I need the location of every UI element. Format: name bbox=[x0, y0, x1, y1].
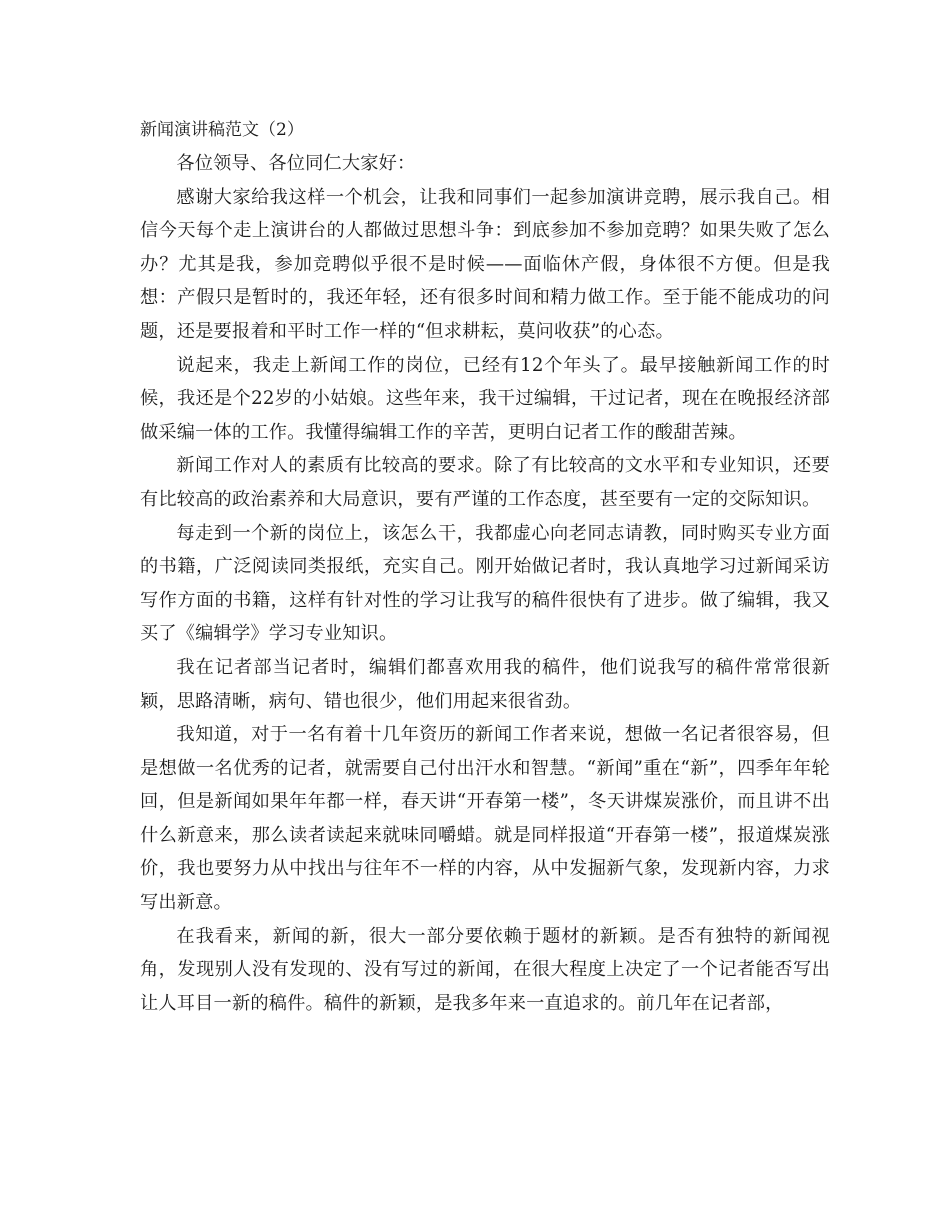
paragraph-topic-novelty: 在我看来，新闻的新，很大一部分要依赖于题材的新颖。是否有独特的新闻视角，发现别人没有发现的、没有写过的新闻，在很大程度上决定了一个记者能否写出让人耳目一新的稿件。稿件的新颖，是我多年来一直追求的。前几年在记者部， bbox=[140, 925, 830, 1014]
paragraph-opportunity: 感谢大家给我这样一个机会，让我和同事们一起参加演讲竞聘，展示我自己。相信今天每个走上演讲台的人都做过思想斗争：到底参加不参加竞聘？如果失败了怎么办？尤其是我，参加竞聘似乎很不是时候——面临休产假，身体很不方便。但是我想：产假只是暂时的，我还年轻，还有很多时间和精力做工作。至于能不能成功的问题，还是要报着和平时工作一样的“但求耕耘，莫问收获”的心态。 bbox=[140, 186, 830, 342]
document-body bbox=[140, 114, 830, 1020]
paragraph-career: 说起来，我走上新闻工作的岗位，已经有12个年头了。最早接触新闻工作的时候，我还是个22岁的小姑娘。这些年来，我干过编辑，干过记者，现在在晚报经济部做采编一体的工作。我懂得编辑工作的辛苦，更明白记者工作的酸甜苦辣。 bbox=[140, 354, 830, 443]
paragraph-learning: 每走到一个新的岗位上，该怎么干，我都虚心向老同志请教，同时购买专业方面的书籍，广泛阅读同类报纸，充实自己。刚开始做记者时，我认真地学习过新闻采访写作方面的书籍，这样有针对性的学习让我写的稿件很快有了进步。做了编辑，我又买了《编辑学》学习专业知识。 bbox=[140, 522, 830, 645]
greeting-paragraph: 各位领导、各位同仁大家好： bbox=[176, 153, 416, 174]
document-title: 新闻演讲稿范文（2） bbox=[140, 120, 304, 140]
paragraph-editors: 我在记者部当记者时，编辑们都喜欢用我的稿件，他们说我写的稿件常常很新颖，思路清晰，病句、错也很少，他们用起来很省劲。 bbox=[140, 656, 830, 712]
paragraph-requirements: 新闻工作对人的素质有比较高的要求。除了有比较高的文水平和专业知识，还要有比较高的政治素养和大局意识，要有严谨的工作态度，甚至要有一定的交际知识。 bbox=[140, 455, 830, 510]
paragraph-news-novelty: 我知道，对于一名有着十几年资历的新闻工作者来说，想做一名记者很容易，但是想做一名优秀的记者，就需要自己付出汗水和智慧。“新闻”重在“新”，四季年年轮回，但是新闻如果年年都一样，春天讲“开春第一楼”，冬天讲煤炭涨价，而且讲不出什么新意来，那么读者读起来就味同嚼蜡。就是同样报道“开春第一楼”，报道煤炭涨价，我也要努力从中找出与往年不一样的内容，从中发掘新气象，发现新内容，力求写出新意。 bbox=[140, 724, 830, 914]
